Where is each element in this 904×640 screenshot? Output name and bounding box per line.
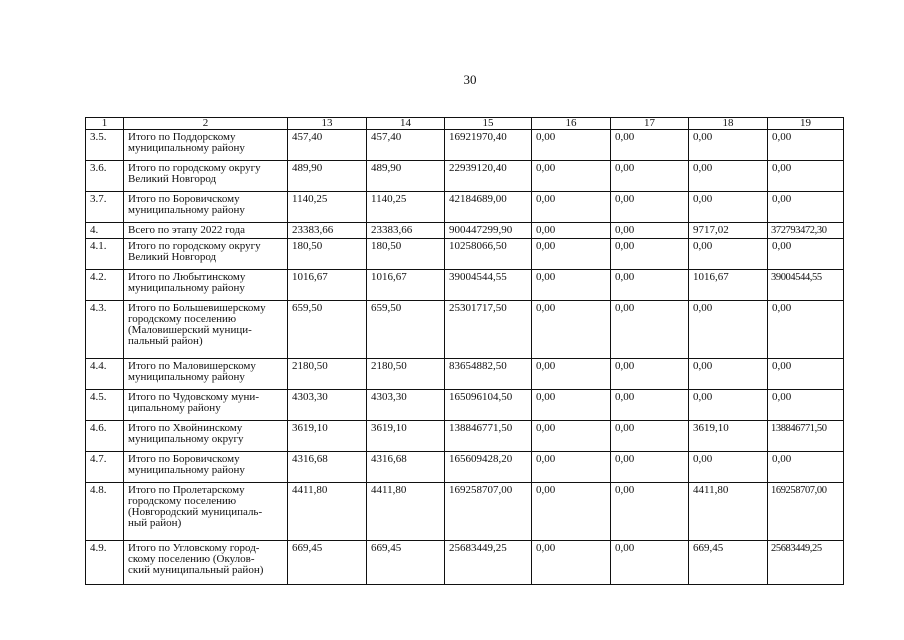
row-name: Итого по Хвойнинскому муниципальному округу [124, 421, 288, 452]
cell-c19: 372793472,30 [768, 223, 844, 239]
cell-c19: 0,00 [768, 161, 844, 192]
cell-c15: 10258066,50 [445, 239, 532, 270]
cell-c15: 165609428,20 [445, 452, 532, 483]
cell-c14: 180,50 [367, 239, 445, 270]
cell-c19: 169258707,00 [768, 483, 844, 541]
table-row [86, 130, 844, 161]
cell-c17: 0,00 [611, 301, 689, 359]
cell-c16: 0,00 [532, 270, 611, 301]
table-row [86, 541, 844, 585]
cell-c17: 0,00 [611, 192, 689, 223]
cell-c13: 659,50 [288, 301, 367, 359]
row-name: Итого по городскому округу Великий Новгород [124, 161, 288, 192]
cell-c19: 0,00 [768, 301, 844, 359]
cell-c19: 25683449,25 [768, 541, 844, 585]
cell-c18: 0,00 [689, 239, 768, 270]
cell-c14: 2180,50 [367, 359, 445, 390]
cell-c16: 0,00 [532, 421, 611, 452]
cell-c13: 180,50 [288, 239, 367, 270]
column-header: 14 [367, 118, 445, 130]
cell-c16: 0,00 [532, 223, 611, 239]
row-name: Всего по этапу 2022 года [124, 223, 288, 239]
cell-c14: 669,45 [367, 541, 445, 585]
table-row [86, 301, 844, 359]
cell-c15: 16921970,40 [445, 130, 532, 161]
row-number: 4. [86, 223, 124, 239]
cell-c13: 489,90 [288, 161, 367, 192]
cell-c18: 9717,02 [689, 223, 768, 239]
cell-c16: 0,00 [532, 301, 611, 359]
column-header: 16 [532, 118, 611, 130]
table-row [86, 192, 844, 223]
cell-c13: 2180,50 [288, 359, 367, 390]
cell-c13: 1140,25 [288, 192, 367, 223]
cell-c16: 0,00 [532, 130, 611, 161]
column-header: 15 [445, 118, 532, 130]
cell-c19: 138846771,50 [768, 421, 844, 452]
row-number: 3.7. [86, 192, 124, 223]
cell-c19: 0,00 [768, 359, 844, 390]
cell-c14: 4303,30 [367, 390, 445, 421]
cell-c13: 1016,67 [288, 270, 367, 301]
row-number: 4.8. [86, 483, 124, 541]
cell-c16: 0,00 [532, 359, 611, 390]
cell-c15: 42184689,00 [445, 192, 532, 223]
column-header: 17 [611, 118, 689, 130]
cell-c18: 0,00 [689, 452, 768, 483]
cell-c16: 0,00 [532, 390, 611, 421]
column-header: 19 [768, 118, 844, 130]
row-number: 4.1. [86, 239, 124, 270]
row-name: Итого по Большевишерскому городскому поселению (Маловишерский муници- пальный район) [124, 301, 288, 359]
cell-c14: 3619,10 [367, 421, 445, 452]
cell-c13: 4316,68 [288, 452, 367, 483]
cell-c16: 0,00 [532, 483, 611, 541]
cell-c18: 1016,67 [689, 270, 768, 301]
cell-c16: 0,00 [532, 452, 611, 483]
row-name: Итого по Чудовскому муни- ципальному району [124, 390, 288, 421]
row-number: 4.3. [86, 301, 124, 359]
cell-c15: 165096104,50 [445, 390, 532, 421]
cell-c17: 0,00 [611, 541, 689, 585]
cell-c15: 25301717,50 [445, 301, 532, 359]
row-name: Итого по Боровичскому муниципальному району [124, 452, 288, 483]
cell-c18: 0,00 [689, 359, 768, 390]
cell-c19: 0,00 [768, 130, 844, 161]
cell-c17: 0,00 [611, 483, 689, 541]
cell-c17: 0,00 [611, 359, 689, 390]
cell-c19: 0,00 [768, 239, 844, 270]
table-row [86, 483, 844, 541]
row-number: 4.4. [86, 359, 124, 390]
cell-c16: 0,00 [532, 239, 611, 270]
row-number: 4.9. [86, 541, 124, 585]
row-number: 3.5. [86, 130, 124, 161]
row-name: Итого по Пролетарскому городскому поселению (Новгородский муниципаль- ный район) [124, 483, 288, 541]
row-number: 4.5. [86, 390, 124, 421]
cell-c15: 138846771,50 [445, 421, 532, 452]
cell-c17: 0,00 [611, 223, 689, 239]
cell-c15: 83654882,50 [445, 359, 532, 390]
cell-c13: 4303,30 [288, 390, 367, 421]
page-number: 30 [463, 72, 477, 87]
cell-c19: 0,00 [768, 192, 844, 223]
cell-c13: 669,45 [288, 541, 367, 585]
cell-c16: 0,00 [532, 161, 611, 192]
cell-c18: 4411,80 [689, 483, 768, 541]
cell-c17: 0,00 [611, 239, 689, 270]
table-row [86, 421, 844, 452]
row-name: Итого по Любытинскому муниципальному району [124, 270, 288, 301]
cell-c15: 22939120,40 [445, 161, 532, 192]
row-name: Итого по Маловишерскому муниципальному району [124, 359, 288, 390]
cell-c18: 0,00 [689, 192, 768, 223]
row-number: 3.6. [86, 161, 124, 192]
row-number: 4.7. [86, 452, 124, 483]
cell-c15: 900447299,90 [445, 223, 532, 239]
cell-c18: 0,00 [689, 161, 768, 192]
cell-c17: 0,00 [611, 161, 689, 192]
table-row [86, 223, 844, 239]
cell-c16: 0,00 [532, 192, 611, 223]
cell-c14: 4411,80 [367, 483, 445, 541]
cell-c13: 457,40 [288, 130, 367, 161]
cell-c15: 39004544,55 [445, 270, 532, 301]
table-row [86, 239, 844, 270]
cell-c13: 3619,10 [288, 421, 367, 452]
table-row [86, 452, 844, 483]
row-name: Итого по Боровичскому муниципальному району [124, 192, 288, 223]
row-number: 4.6. [86, 421, 124, 452]
row-name: Итого по Угловскому город- скому поселению (Окулов- ский муниципальный район) [124, 541, 288, 585]
table-row [86, 161, 844, 192]
cell-c18: 3619,10 [689, 421, 768, 452]
cell-c14: 23383,66 [367, 223, 445, 239]
cell-c19: 0,00 [768, 390, 844, 421]
cell-c15: 25683449,25 [445, 541, 532, 585]
cell-c17: 0,00 [611, 270, 689, 301]
table-row [86, 359, 844, 390]
cell-c19: 39004544,55 [768, 270, 844, 301]
cell-c17: 0,00 [611, 421, 689, 452]
cell-c14: 4316,68 [367, 452, 445, 483]
cell-c13: 4411,80 [288, 483, 367, 541]
column-header: 2 [124, 118, 288, 130]
column-header: 13 [288, 118, 367, 130]
cell-c18: 0,00 [689, 390, 768, 421]
cell-c17: 0,00 [611, 130, 689, 161]
cell-c14: 457,40 [367, 130, 445, 161]
column-header: 1 [86, 118, 124, 130]
cell-c18: 0,00 [689, 130, 768, 161]
cell-c17: 0,00 [611, 390, 689, 421]
cell-c18: 669,45 [689, 541, 768, 585]
cell-c15: 169258707,00 [445, 483, 532, 541]
cell-c19: 0,00 [768, 452, 844, 483]
table-row [86, 390, 844, 421]
cell-c14: 489,90 [367, 161, 445, 192]
cell-c16: 0,00 [532, 541, 611, 585]
cell-c14: 659,50 [367, 301, 445, 359]
header-row [86, 118, 844, 130]
cell-c14: 1016,67 [367, 270, 445, 301]
row-name: Итого по Поддорскому муниципальному району [124, 130, 288, 161]
column-header: 18 [689, 118, 768, 130]
row-number: 4.2. [86, 270, 124, 301]
cell-c14: 1140,25 [367, 192, 445, 223]
table-body [86, 130, 844, 585]
cell-c17: 0,00 [611, 452, 689, 483]
cell-c18: 0,00 [689, 301, 768, 359]
row-name: Итого по городскому округу Великий Новгород [124, 239, 288, 270]
table-row [86, 270, 844, 301]
cell-c13: 23383,66 [288, 223, 367, 239]
data-table [85, 117, 844, 585]
